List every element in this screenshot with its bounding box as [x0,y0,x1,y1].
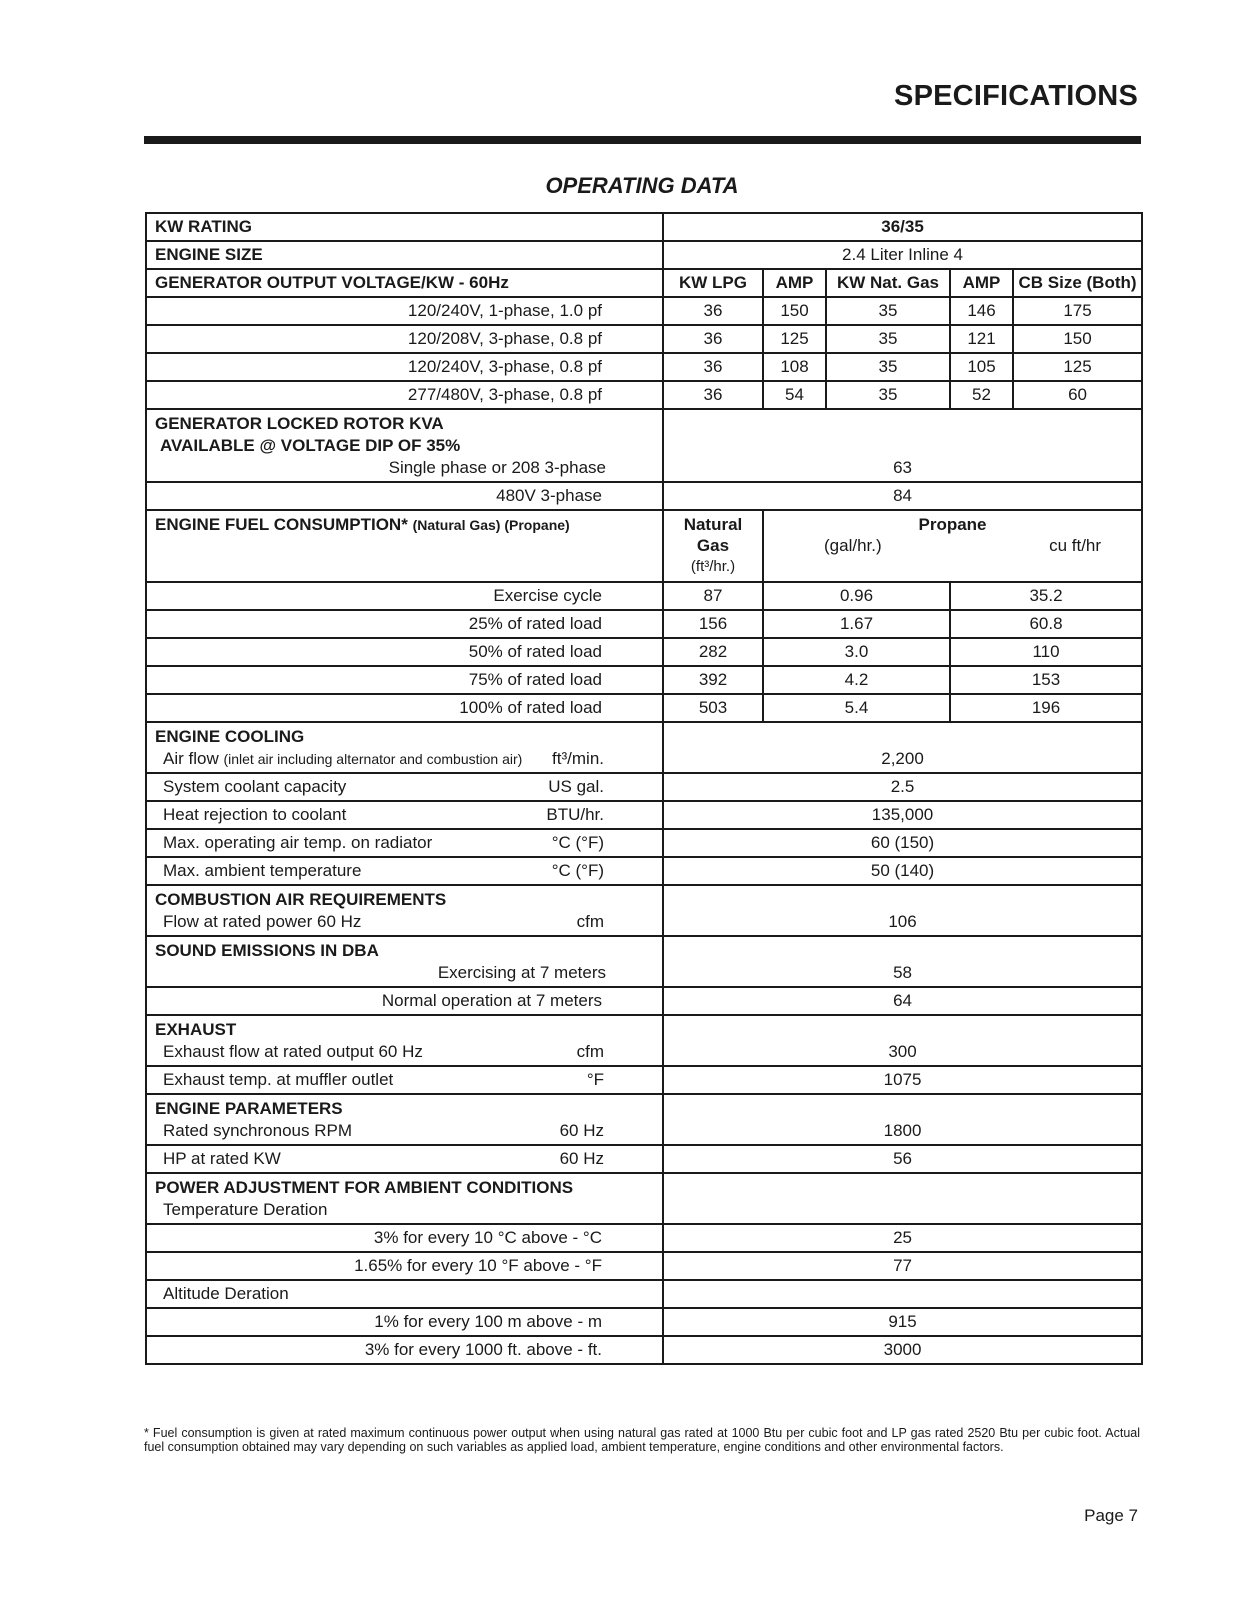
table-cell: 77 [663,1252,1142,1280]
fuel-row-label: 50% of rated load [146,638,663,666]
table-row [146,801,1142,829]
table-cell: 2.5 [663,773,1142,801]
locked-rotor-label-cell [146,409,663,482]
engine-size-value: 2.4 Liter Inline 4 [663,241,1142,269]
table-cell: 3000 [663,1336,1142,1364]
table-cell: 150 [763,297,826,325]
table-cell: 60.8 [950,610,1142,638]
exhaust-temp-cell [146,1066,663,1094]
table-cell: 52 [950,381,1013,409]
temp-deration-row-label: 1.65% for every 10 °F above - °F [146,1252,663,1280]
header-rule [144,136,1141,144]
table-cell: 282 [663,638,763,666]
table-row [146,694,1142,722]
cooling-label: ENGINE COOLING [155,727,305,746]
exhaust-label-cell [146,1015,663,1066]
table-cell: 503 [663,694,763,722]
table-cell: 3.0 [763,638,950,666]
rpm-value: 1800 [663,1094,1142,1145]
altitude-row-label: 1% for every 100 m above - m [146,1308,663,1336]
ng-header-cell [663,510,763,582]
table-cell: 105 [950,353,1013,381]
cooling-row-label: Max. operating air temp. on radiator [163,833,433,852]
fuel-header-row [146,510,1142,582]
table-row [146,666,1142,694]
power-adj-row [146,1173,1142,1224]
sound-value-normal: 64 [663,987,1142,1015]
air-flow-label: Air flow [163,749,219,768]
power-adj-label: POWER ADJUSTMENT FOR AMBIENT CONDITIONS [155,1178,574,1197]
ng-head-1: Natural [683,515,743,534]
locked-rotor-sub-label: Single phase or 208 3-phase [388,458,606,477]
combustion-label-cell [146,885,663,936]
fuel-label-sub: (Natural Gas) (Propane) [412,517,570,533]
sound-label-cell [146,936,663,987]
locked-rotor-label-2: AVAILABLE @ VOLTAGE DIP OF 35% [160,436,461,455]
table-cell: 108 [763,353,826,381]
locked-rotor-value-480: 84 [663,482,1142,510]
exhaust-label: EXHAUST [155,1020,237,1039]
table-row [146,1224,1142,1252]
col-amp-natgas: AMP [950,269,1013,297]
table-cell: 153 [950,666,1142,694]
fuel-label: ENGINE FUEL CONSUMPTION* [155,515,408,534]
table-row [146,582,1142,610]
propane-header-cell [763,510,1142,582]
table-cell: 4.2 [763,666,950,694]
engine-params-label: ENGINE PARAMETERS [155,1099,343,1118]
table-cell: 36 [663,325,763,353]
air-flow-unit: ft³/min. [552,749,604,768]
cooling-row-label-cell [146,829,663,857]
exhaust-flow-unit: cfm [576,1042,604,1061]
sound-label: SOUND EMISSIONS IN DBA [155,941,379,960]
fuel-row-label: 75% of rated load [146,666,663,694]
table-cell: 50 (140) [663,857,1142,885]
cooling-row-unit: US gal. [548,777,604,796]
table-cell: 25 [663,1224,1142,1252]
col-cb-size: CB Size (Both) [1013,269,1142,297]
output-row-label: 120/240V, 1-phase, 1.0 pf [146,297,663,325]
exhaust-temp-unit: °F [586,1070,604,1089]
table-cell: 0.96 [763,582,950,610]
table-cell: 121 [950,325,1013,353]
cooling-row-label: Heat rejection to coolant [163,805,347,824]
fuel-label-cell [146,510,663,582]
cooling-row-label-cell [146,857,663,885]
table-cell: 5.4 [763,694,950,722]
table-row [146,1308,1142,1336]
table-row [146,829,1142,857]
operating-data-table [145,212,1143,1365]
propane-unit-cuft: cu ft/hr [1049,536,1102,555]
table-row [146,482,1142,510]
locked-rotor-value-single: 63 [663,409,1142,482]
air-flow-value: 2,200 [663,722,1142,773]
cooling-row-unit: BTU/hr. [546,805,604,824]
fuel-row-label: 100% of rated load [146,694,663,722]
sound-row-label: Normal operation at 7 meters [146,987,663,1015]
page-number: Page 7 [1084,1506,1138,1525]
table-cell: 175 [1013,297,1142,325]
col-kw-natgas: KW Nat. Gas [826,269,950,297]
table-cell: 150 [1013,325,1142,353]
exhaust-flow-label: Exhaust flow at rated output 60 Hz [163,1042,423,1061]
table-cell: 392 [663,666,763,694]
table-row [146,1145,1142,1173]
table-row [146,381,1142,409]
exhaust-row [146,1015,1142,1066]
cooling-row [146,722,1142,773]
engine-params-row [146,1094,1142,1145]
table-row [146,773,1142,801]
table-row [146,987,1142,1015]
output-row-label: 120/240V, 3-phase, 0.8 pf [146,353,663,381]
table-row [146,1252,1142,1280]
table-row [146,638,1142,666]
table-cell: 36 [663,381,763,409]
table-cell: 196 [950,694,1142,722]
engine-params-label-cell [146,1094,663,1145]
kw-rating-row [146,213,1142,241]
fuel-row-label: 25% of rated load [146,610,663,638]
table-cell: 36 [663,353,763,381]
combustion-value: 106 [663,885,1142,936]
table-row [146,297,1142,325]
table-cell: 35.2 [950,582,1142,610]
ng-unit: (ft³/hr.) [690,558,736,575]
cooling-row-label-cell [146,801,663,829]
cooling-row-label-cell [146,773,663,801]
table-row [146,857,1142,885]
table-cell: 156 [663,610,763,638]
combustion-unit: cfm [576,912,604,931]
table-row [146,1280,1142,1308]
locked-rotor-row [146,409,1142,482]
table-row [146,1336,1142,1364]
table-cell: 1.67 [763,610,950,638]
air-flow-note: (inlet air including alternator and combustion air) [223,751,523,767]
table-row [146,353,1142,381]
page-title: SPECIFICATIONS [894,80,1138,112]
hp-unit: 60 Hz [559,1149,604,1168]
engine-size-label: ENGINE SIZE [146,241,663,269]
table-row [146,325,1142,353]
table-cell: 35 [826,325,950,353]
col-amp-lpg: AMP [763,269,826,297]
table-cell: 60 (150) [663,829,1142,857]
cooling-row-unit: °C (°F) [551,861,604,880]
kw-rating-value: 36/35 [663,213,1142,241]
temp-deration-label: Temperature Deration [163,1200,328,1219]
table-cell: 135,000 [663,801,1142,829]
sound-row-label: Exercising at 7 meters [437,963,606,982]
sound-value-exercising: 58 [663,936,1142,987]
exhaust-temp-value: 1075 [663,1066,1142,1094]
exhaust-flow-value: 300 [663,1015,1142,1066]
table-cell: 915 [663,1308,1142,1336]
fuel-row-label: Exercise cycle [146,582,663,610]
output-header-row [146,269,1142,297]
rpm-label: Rated synchronous RPM [163,1121,352,1140]
altitude-empty [663,1280,1142,1308]
power-adj-empty [663,1173,1142,1224]
table-cell: 146 [950,297,1013,325]
table-cell: 35 [826,297,950,325]
locked-rotor-label: GENERATOR LOCKED ROTOR KVA [155,414,444,433]
table-cell: 54 [763,381,826,409]
hp-value: 56 [663,1145,1142,1173]
rpm-unit: 60 Hz [559,1121,604,1140]
sound-row [146,936,1142,987]
table-cell: 35 [826,353,950,381]
section-title: OPERATING DATA [545,173,739,198]
combustion-row [146,885,1142,936]
cooling-row-unit: °C (°F) [551,833,604,852]
table-cell: 36 [663,297,763,325]
hp-label: HP at rated KW [163,1149,281,1168]
output-label: GENERATOR OUTPUT VOLTAGE/KW - 60Hz [146,269,663,297]
col-kw-lpg: KW LPG [663,269,763,297]
table-cell: 60 [1013,381,1142,409]
table-cell: 110 [950,638,1142,666]
footnote: * Fuel consumption is given at rated maximum continuous power output when using natural gas rated at 1000 Btu per cubic foot and LP gas rated 2520 Btu per cubic foot. Actual fuel consumption obtained may vary depending on such variables as applied load, ambient temperature, engine conditions and other environmental factors. [144,1426,1140,1454]
altitude-deration-label: Altitude Deration [146,1280,663,1308]
table-row [146,1066,1142,1094]
combustion-label: COMBUSTION AIR REQUIREMENTS [155,890,447,909]
cooling-row-label: Max. ambient temperature [163,861,362,880]
table-cell: 87 [663,582,763,610]
table-cell: 125 [763,325,826,353]
engine-size-row [146,241,1142,269]
kw-rating-label: KW RATING [146,213,663,241]
power-adj-label-cell [146,1173,663,1224]
cooling-label-cell [146,722,663,773]
table-cell: 125 [1013,353,1142,381]
temp-deration-row-label: 3% for every 10 °C above - °C [146,1224,663,1252]
output-row-label: 277/480V, 3-phase, 0.8 pf [146,381,663,409]
altitude-row-label: 3% for every 1000 ft. above - ft. [146,1336,663,1364]
locked-rotor-480-label: 480V 3-phase [146,482,663,510]
propane-head: Propane [918,515,987,534]
exhaust-temp-label: Exhaust temp. at muffler outlet [163,1070,394,1089]
table-cell: 35 [826,381,950,409]
combustion-sub: Flow at rated power 60 Hz [163,912,362,931]
ng-head-2: Gas [696,536,730,555]
output-row-label: 120/208V, 3-phase, 0.8 pf [146,325,663,353]
hp-cell [146,1145,663,1173]
cooling-row-label: System coolant capacity [163,777,347,796]
table-row [146,610,1142,638]
propane-unit-gal: (gal/hr.) [824,536,882,555]
